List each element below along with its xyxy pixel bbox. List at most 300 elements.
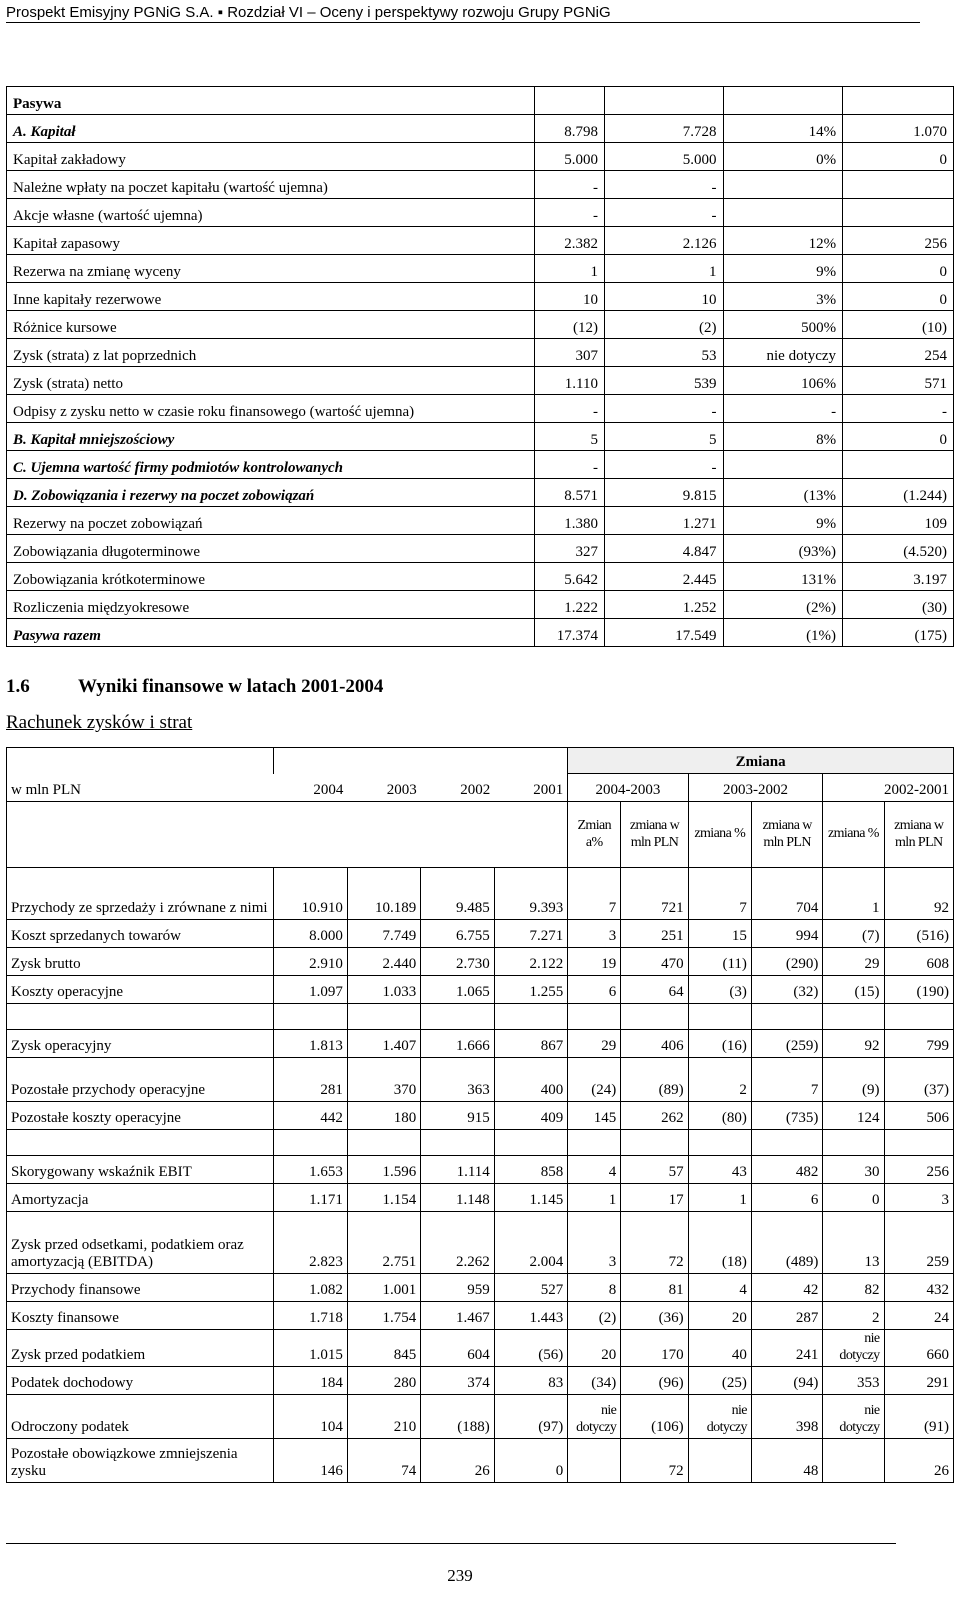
pasywa-row — [7, 227, 954, 255]
change-percent — [723, 171, 843, 199]
row-label: Pozostałe przychody operacyjne — [7, 1058, 274, 1102]
value-2001: 83 — [494, 1367, 567, 1395]
income-row — [7, 1184, 954, 1212]
row-label: Pasywa razem — [7, 619, 535, 647]
value-2004: 442 — [274, 1102, 347, 1130]
change-mln-04-03: 81 — [621, 1274, 688, 1302]
row-label: Koszty finansowe — [7, 1302, 274, 1330]
change-value — [843, 199, 954, 227]
value-2003 — [347, 1130, 420, 1156]
value-2002: 1.666 — [421, 1030, 494, 1058]
subheader-1: Zmian a% — [568, 802, 621, 868]
change-pct-02-01: nie dotyczy — [823, 1330, 884, 1367]
pasywa-row — [7, 423, 954, 451]
change-mln-02-01: 259 — [884, 1212, 953, 1274]
change-percent — [723, 451, 843, 479]
change-value: 571 — [843, 367, 954, 395]
change-mln-04-03: (36) — [621, 1302, 688, 1330]
value-2003: 10.189 — [347, 868, 420, 920]
value-2002: 26 — [421, 1439, 494, 1483]
change-value — [843, 451, 954, 479]
value-2001: 7.271 — [494, 920, 567, 948]
row-label: Kapitał zapasowy — [7, 227, 535, 255]
change-mln-02-01: (516) — [884, 920, 953, 948]
change-pct-04-03 — [568, 1439, 621, 1483]
change-value: (30) — [843, 591, 954, 619]
change-mln-03-02: 48 — [751, 1439, 822, 1483]
value-2002: 1.148 — [421, 1184, 494, 1212]
row-label: Skorygowany wskaźnik EBIT — [7, 1156, 274, 1184]
value-2003: 5 — [604, 423, 723, 451]
income-row — [7, 1102, 954, 1130]
value-2003: - — [604, 171, 723, 199]
value-2001: 1.255 — [494, 976, 567, 1004]
change-pct-04-03 — [568, 1004, 621, 1030]
change-pct-02-01: 0 — [823, 1184, 884, 1212]
value-2003: 5.000 — [604, 143, 723, 171]
change-percent: (2%) — [723, 591, 843, 619]
change-pct-03-02: 15 — [688, 920, 751, 948]
value-2001 — [494, 1004, 567, 1030]
change-percent: (93%) — [723, 535, 843, 563]
value-2003: 2.751 — [347, 1212, 420, 1274]
value-2002: 959 — [421, 1274, 494, 1302]
change-pct-02-01 — [823, 1004, 884, 1030]
header-rule — [6, 22, 920, 23]
value-2004: 307 — [534, 339, 604, 367]
change-pct-02-01: (9) — [823, 1058, 884, 1102]
change-mln-02-01: 256 — [884, 1156, 953, 1184]
value-2004: 8.798 — [534, 115, 604, 143]
change-pct-03-02: 1 — [688, 1184, 751, 1212]
change-mln-04-03: 17 — [621, 1184, 688, 1212]
change-value — [843, 171, 954, 199]
change-mln-04-03: 57 — [621, 1156, 688, 1184]
change-mln-03-02: (735) — [751, 1102, 822, 1130]
change-value: (1.244) — [843, 479, 954, 507]
change-mln-04-03: 251 — [621, 920, 688, 948]
pasywa-row — [7, 507, 954, 535]
value-2003: (2) — [604, 311, 723, 339]
value-2003: 7.749 — [347, 920, 420, 948]
value-2003: - — [604, 451, 723, 479]
change-mln-02-01: 799 — [884, 1030, 953, 1058]
row-label: Przychody finansowe — [7, 1274, 274, 1302]
change-mln-04-03: (106) — [621, 1395, 688, 1439]
change-mln-03-02: (259) — [751, 1030, 822, 1058]
change-mln-02-01: (190) — [884, 976, 953, 1004]
value-2003: 1.001 — [347, 1274, 420, 1302]
change-mln-02-01: 26 — [884, 1439, 953, 1483]
row-label: D. Zobowiązania i rezerwy na poczet zobowiązań — [7, 479, 535, 507]
pasywa-row — [7, 255, 954, 283]
change-value: 256 — [843, 227, 954, 255]
change-pct-02-01 — [823, 1439, 884, 1483]
row-label: Zysk (strata) netto — [7, 367, 535, 395]
value-2002 — [421, 1130, 494, 1156]
income-row — [7, 1367, 954, 1395]
value-2003: 539 — [604, 367, 723, 395]
pasywa-row — [7, 479, 954, 507]
income-row — [7, 1156, 954, 1184]
value-2004: 184 — [274, 1367, 347, 1395]
footer-rule — [6, 1543, 896, 1544]
value-2003 — [347, 1004, 420, 1030]
change-mln-02-01: (37) — [884, 1058, 953, 1102]
income-row — [7, 868, 954, 920]
change-pct-03-02: 43 — [688, 1156, 751, 1184]
row-label: Zobowiązania długoterminowe — [7, 535, 535, 563]
change-mln-03-02: 482 — [751, 1156, 822, 1184]
value-2004: 1.097 — [274, 976, 347, 1004]
value-2002: 1.114 — [421, 1156, 494, 1184]
change-pct-02-01: (15) — [823, 976, 884, 1004]
pasywa-row — [7, 535, 954, 563]
row-label: Zysk przed podatkiem — [7, 1330, 274, 1367]
change-mln-04-03: 262 — [621, 1102, 688, 1130]
row-label: Rezerwy na poczet zobowiązań — [7, 507, 535, 535]
value-2004: 8.571 — [534, 479, 604, 507]
value-2004: 5.642 — [534, 563, 604, 591]
value-2004: 146 — [274, 1439, 347, 1483]
value-2001: 9.393 — [494, 868, 567, 920]
change-pct-02-01: 13 — [823, 1212, 884, 1274]
income-row — [7, 1058, 954, 1102]
row-label: Zysk przed odsetkami, podatkiem oraz amortyzacją (EBITDA) — [7, 1212, 274, 1274]
income-row — [7, 1274, 954, 1302]
row-label: Odpisy z zysku netto w czasie roku finansowego (wartość ujemna) — [7, 395, 535, 423]
change-mln-03-02: 398 — [751, 1395, 822, 1439]
change-pct-04-03: 3 — [568, 920, 621, 948]
change-pct-03-02: 2 — [688, 1058, 751, 1102]
change-pct-04-03: (2) — [568, 1302, 621, 1330]
change-mln-02-01: 92 — [884, 868, 953, 920]
change-percent: 9% — [723, 507, 843, 535]
value-2002: 6.755 — [421, 920, 494, 948]
row-label: Zobowiązania krótkoterminowe — [7, 563, 535, 591]
change-mln-02-01: 432 — [884, 1274, 953, 1302]
row-label: Pozostałe obowiązkowe zmniejszenia zysku — [7, 1439, 274, 1483]
change-percent: 12% — [723, 227, 843, 255]
pasywa-row — [7, 367, 954, 395]
value-2004: 10.910 — [274, 868, 347, 920]
row-label: Pozostałe koszty operacyjne — [7, 1102, 274, 1130]
pasywa-row — [7, 311, 954, 339]
change-percent: 14% — [723, 115, 843, 143]
change-value: 0 — [843, 283, 954, 311]
value-2003: 1.271 — [604, 507, 723, 535]
pasywa-row — [7, 115, 954, 143]
change-percent: (1%) — [723, 619, 843, 647]
change-mln-03-02: (489) — [751, 1212, 822, 1274]
section-title — [6, 676, 383, 698]
change-mln-04-03: 72 — [621, 1439, 688, 1483]
value-2003: 17.549 — [604, 619, 723, 647]
pasywa-row — [7, 591, 954, 619]
value-2002: 1.065 — [421, 976, 494, 1004]
value-2004: 17.374 — [534, 619, 604, 647]
row-label: Rezerwa na zmianę wyceny — [7, 255, 535, 283]
income-statement-table — [6, 747, 954, 1483]
value-2003: 1.596 — [347, 1156, 420, 1184]
change-mln-04-03 — [621, 1004, 688, 1030]
pasywa-row — [7, 619, 954, 647]
change-percent: nie dotyczy — [723, 339, 843, 367]
value-2003: 10 — [604, 283, 723, 311]
value-2003: 1.252 — [604, 591, 723, 619]
change-value: (175) — [843, 619, 954, 647]
value-2002: 9.485 — [421, 868, 494, 920]
change-mln-02-01: 608 — [884, 948, 953, 976]
value-2001: 2.122 — [494, 948, 567, 976]
value-2002: 1.467 — [421, 1302, 494, 1330]
change-pct-03-02: (25) — [688, 1367, 751, 1395]
change-percent: 8% — [723, 423, 843, 451]
change-percent: - — [723, 395, 843, 423]
value-2002: (188) — [421, 1395, 494, 1439]
change-pct-04-03: 145 — [568, 1102, 621, 1130]
change-pct-03-02: (18) — [688, 1212, 751, 1274]
spacer-row — [7, 1130, 954, 1156]
income-row — [7, 1212, 954, 1274]
change-mln-02-01: (91) — [884, 1395, 953, 1439]
change-pct-03-02 — [688, 1439, 751, 1483]
change-pct-04-03: 1 — [568, 1184, 621, 1212]
change-pct-03-02 — [688, 1130, 751, 1156]
value-2002: 604 — [421, 1330, 494, 1367]
change-value: 0 — [843, 143, 954, 171]
change-percent: 0% — [723, 143, 843, 171]
value-2003: 74 — [347, 1439, 420, 1483]
change-pct-04-03: 6 — [568, 976, 621, 1004]
change-mln-04-03: 170 — [621, 1330, 688, 1367]
row-label: C. Ujemna wartość firmy podmiotów kontrolowanych — [7, 451, 535, 479]
section-title-text: Wyniki finansowe w latach 2001-2004 — [78, 676, 384, 697]
change-pct-02-01: (7) — [823, 920, 884, 948]
value-2004: - — [534, 451, 604, 479]
change-percent: 3% — [723, 283, 843, 311]
value-2003: 7.728 — [604, 115, 723, 143]
value-2002: 2.730 — [421, 948, 494, 976]
change-mln-03-02 — [751, 1130, 822, 1156]
value-2004: 10 — [534, 283, 604, 311]
row-label — [7, 1004, 274, 1030]
change-mln-04-03: (96) — [621, 1367, 688, 1395]
zmiana-header: Zmiana — [568, 748, 954, 774]
change-value: 3.197 — [843, 563, 954, 591]
value-2003: 845 — [347, 1330, 420, 1367]
subheader-6: zmiana w mln PLN — [884, 802, 953, 868]
value-2003: 2.445 — [604, 563, 723, 591]
value-2004: 1.718 — [274, 1302, 347, 1330]
change-value: (4.520) — [843, 535, 954, 563]
row-label: Odroczony podatek — [7, 1395, 274, 1439]
row-label: Zysk operacyjny — [7, 1030, 274, 1058]
value-2004: 1.222 — [534, 591, 604, 619]
value-2004: 1.813 — [274, 1030, 347, 1058]
change-pct-03-02: 4 — [688, 1274, 751, 1302]
page-header: Prospekt Emisyjny PGNiG S.A. ▪ Rozdział VI – Oceny i perspektywy rozwoju Grupy PGNiG — [6, 4, 611, 21]
year-2003: 2003 — [347, 774, 420, 802]
income-row — [7, 920, 954, 948]
value-2003: 370 — [347, 1058, 420, 1102]
change-pct-03-02: (80) — [688, 1102, 751, 1130]
change-pct-04-03: 8 — [568, 1274, 621, 1302]
change-pct-04-03: (24) — [568, 1058, 621, 1102]
change-pct-03-02: (11) — [688, 948, 751, 976]
row-label: Inne kapitały rezerwowe — [7, 283, 535, 311]
pasywa-row — [7, 395, 954, 423]
value-2004: 1 — [534, 255, 604, 283]
page-number: 239 — [447, 1566, 473, 1585]
value-2001 — [494, 1130, 567, 1156]
unit-label: w mln PLN — [7, 774, 274, 802]
value-2001: 400 — [494, 1058, 567, 1102]
change-mln-02-01: 660 — [884, 1330, 953, 1367]
change-mln-03-02: (94) — [751, 1367, 822, 1395]
change-mln-03-02: (290) — [751, 948, 822, 976]
change-value: 254 — [843, 339, 954, 367]
value-2003: 1.154 — [347, 1184, 420, 1212]
value-2004: 1.015 — [274, 1330, 347, 1367]
value-2004: 5 — [534, 423, 604, 451]
change-mln-02-01: 506 — [884, 1102, 953, 1130]
value-2001: 858 — [494, 1156, 567, 1184]
change-mln-03-02: 7 — [751, 1058, 822, 1102]
spacer-row — [7, 1004, 954, 1030]
value-2003: 4.847 — [604, 535, 723, 563]
pasywa-row — [7, 563, 954, 591]
section-subtitle: Rachunek zysków i strat — [6, 712, 193, 733]
change-mln-03-02: (32) — [751, 976, 822, 1004]
value-2003: 210 — [347, 1395, 420, 1439]
change-value: 1.070 — [843, 115, 954, 143]
value-2004: - — [534, 199, 604, 227]
change-percent — [723, 199, 843, 227]
income-row — [7, 1330, 954, 1367]
pasywa-row — [7, 199, 954, 227]
value-2003: 1.407 — [347, 1030, 420, 1058]
row-label: Podatek dochodowy — [7, 1367, 274, 1395]
value-2004: 8.000 — [274, 920, 347, 948]
value-2001: (56) — [494, 1330, 567, 1367]
row-label: Kapitał zakładowy — [7, 143, 535, 171]
change-percent: 9% — [723, 255, 843, 283]
value-2001: 1.443 — [494, 1302, 567, 1330]
pasywa-row — [7, 143, 954, 171]
value-2001: 1.145 — [494, 1184, 567, 1212]
value-2003: 280 — [347, 1367, 420, 1395]
year-2002: 2002 — [421, 774, 494, 802]
value-2003: 53 — [604, 339, 723, 367]
change-pct-03-02: 7 — [688, 868, 751, 920]
subheader-5: zmiana % — [823, 802, 884, 868]
value-2004: 281 — [274, 1058, 347, 1102]
change-mln-03-02: 241 — [751, 1330, 822, 1367]
value-2003: 2.126 — [604, 227, 723, 255]
change-pct-02-01: 353 — [823, 1367, 884, 1395]
value-2002 — [421, 1004, 494, 1030]
value-2004: 1.171 — [274, 1184, 347, 1212]
row-label: Należne wpłaty na poczet kapitału (wartość ujemna) — [7, 171, 535, 199]
change-value: - — [843, 395, 954, 423]
value-2003: - — [604, 395, 723, 423]
income-row — [7, 1395, 954, 1439]
pasywa-table — [6, 86, 954, 647]
change-pct-02-01: 82 — [823, 1274, 884, 1302]
row-label: Akcje własne (wartość ujemna) — [7, 199, 535, 227]
change-mln-04-03 — [621, 1130, 688, 1156]
change-mln-04-03: 72 — [621, 1212, 688, 1274]
value-2003: 1.033 — [347, 976, 420, 1004]
value-2001: (97) — [494, 1395, 567, 1439]
pasywa-row — [7, 451, 954, 479]
change-pct-04-03: nie dotyczy — [568, 1395, 621, 1439]
value-2004: 1.653 — [274, 1156, 347, 1184]
value-2004: (12) — [534, 311, 604, 339]
change-pct-02-01: 124 — [823, 1102, 884, 1130]
value-2004: 1.380 — [534, 507, 604, 535]
change-mln-02-01: 291 — [884, 1367, 953, 1395]
change-mln-03-02: 994 — [751, 920, 822, 948]
change-percent: (13% — [723, 479, 843, 507]
value-2002: 363 — [421, 1058, 494, 1102]
change-pct-04-03: 19 — [568, 948, 621, 976]
change-pct-04-03: 3 — [568, 1212, 621, 1274]
row-label: Zysk brutto — [7, 948, 274, 976]
value-2002: 374 — [421, 1367, 494, 1395]
value-2001: 2.004 — [494, 1212, 567, 1274]
change-mln-02-01 — [884, 1130, 953, 1156]
value-2004 — [274, 1130, 347, 1156]
change-pct-03-02: nie dotyczy — [688, 1395, 751, 1439]
pasywa-row — [7, 171, 954, 199]
value-2001: 527 — [494, 1274, 567, 1302]
change-percent: 500% — [723, 311, 843, 339]
change-mln-04-03: 721 — [621, 868, 688, 920]
change-mln-04-03: 64 — [621, 976, 688, 1004]
income-row — [7, 1302, 954, 1330]
value-2004: 2.910 — [274, 948, 347, 976]
change-mln-03-02: 42 — [751, 1274, 822, 1302]
row-label: Zysk (strata) z lat poprzednich — [7, 339, 535, 367]
value-2002: 915 — [421, 1102, 494, 1130]
year-2004: 2004 — [274, 774, 347, 802]
change-percent: 131% — [723, 563, 843, 591]
zmiana-header-row — [7, 748, 954, 774]
change-pct-03-02: (3) — [688, 976, 751, 1004]
row-label — [7, 1130, 274, 1156]
change-pct-04-03: 20 — [568, 1330, 621, 1367]
value-2004 — [274, 1004, 347, 1030]
value-2003: 1 — [604, 255, 723, 283]
change-pct-02-01: nie dotyczy — [823, 1395, 884, 1439]
row-label: Koszty operacyjne — [7, 976, 274, 1004]
value-2003: 180 — [347, 1102, 420, 1130]
income-row — [7, 976, 954, 1004]
change-mln-02-01 — [884, 1004, 953, 1030]
subheader-2: zmiana w mln PLN — [621, 802, 688, 868]
year-2001: 2001 — [494, 774, 567, 802]
change-pct-04-03: 4 — [568, 1156, 621, 1184]
subheader-row — [7, 802, 954, 868]
change-mln-03-02: 704 — [751, 868, 822, 920]
change-mln-04-03: 470 — [621, 948, 688, 976]
change-pct-04-03: 29 — [568, 1030, 621, 1058]
value-2001: 867 — [494, 1030, 567, 1058]
change-pct-03-02: 20 — [688, 1302, 751, 1330]
value-2004: 104 — [274, 1395, 347, 1439]
